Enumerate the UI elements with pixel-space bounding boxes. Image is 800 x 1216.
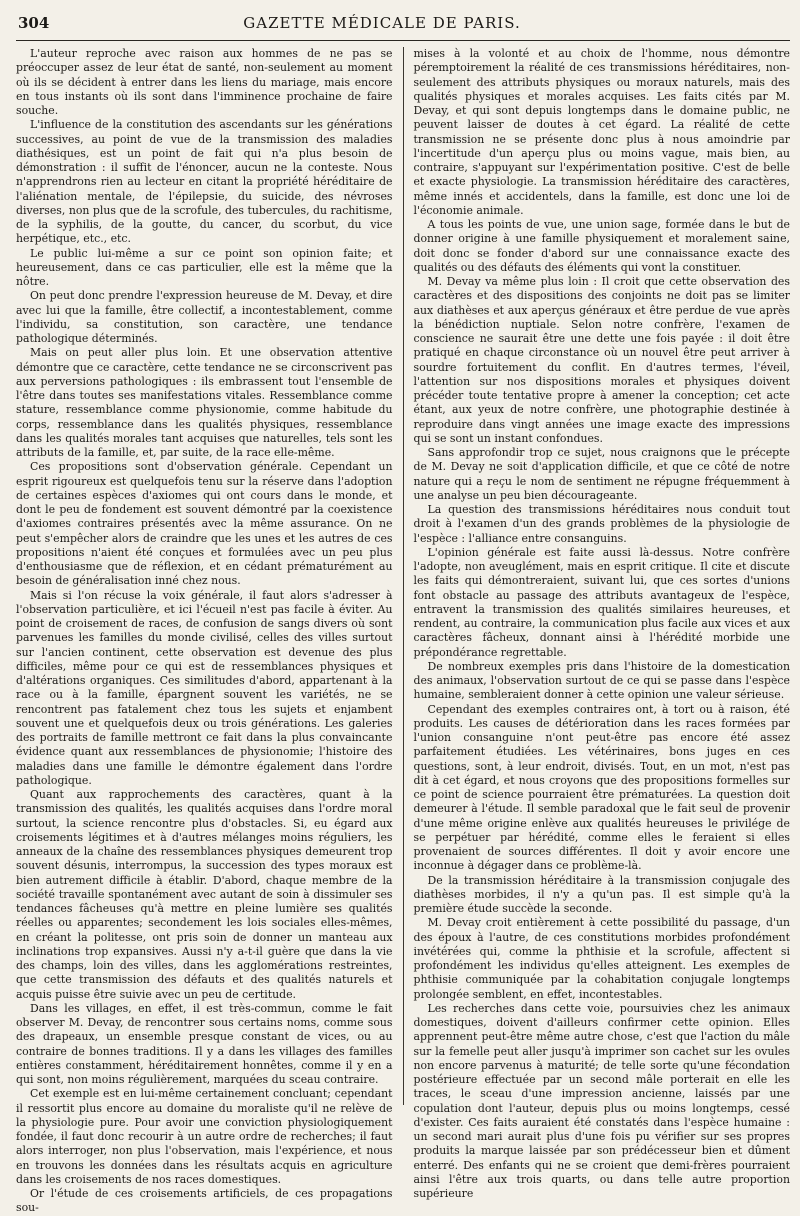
paragraph: Or l'étude de ces croisements artificiels, de ces propagations sou- bbox=[16, 1187, 393, 1215]
paragraph: Cet exemple est en lui-même certainement concluant; cependant il ressortit plus encore au domaine du moraliste qu'il ne relève de la physiologie pure. Pour avoir une conviction physiologiquement fondée, il faut donc recourir à un autre ordre de recherches; il faut alors interroger, non plus l'observation, mais l'expérience, et nous en trouvons les données dans les résultats acquis en agriculture dans les croisements de nos races domestiques. bbox=[16, 1087, 393, 1186]
paragraph: Mais si l'on récuse la voix générale, il faut alors s'adresser à l'observation particulière, et ici l'écueil n'est pas facile à éviter. Au point de croisement de races, de confusion de sangs divers où sont parvenues les familles du monde civilisé, celles des villes surtout sur l'ancien continent, cette observation est devenue des plus difficiles, même pour ce qui est de ressemblances physiques et d'altérations organiques. Ces similitudes d'abord, appartenant à la race ou à la famille, épargnent souvent les variétés, ne se rencontrent pas fatalement chez tous les sujets et enjambent souvent une et quelquefois deux ou trois générations. Les galeries des portraits de famille mettront ce fait dans la plus convaincante évidence quant aux ressemblances de physionomie; l'histoire des maladies dans une famille le démontre également dans l'ordre pathologique. bbox=[16, 588, 393, 787]
paragraph: L'opinion générale est faite aussi là-dessus. Notre confrère l'adopte, non aveuglément, mais en esprit critique. Il cite et discute les faits qui démontreraient, suivant lui, que ces sortes d'unions font obstacle au passage des attributs avantageux de l'espèce, entravent la transmission des qualités similaires heureuses, et rendent, au contraire, la communication plus facile aux vices et aux caractères fâcheux, donnant ainsi à l'hérédité morbide une prépondérance regrettable. bbox=[413, 545, 790, 659]
text-columns bbox=[16, 47, 790, 1215]
paragraph: A tous les points de vue, une union sage, formée dans le but de donner origine à une famille physiquement et moralement saine, doit donc se fonder d'abord sur une connaissance exacte des qualités ou des défauts des éléments qui vont la constituer. bbox=[413, 218, 790, 274]
paragraph: M. Devay va même plus loin : Il croit que cette observation des caractères et des dispositions des conjoints ne doit pas se limiter aux diathèses et aux aperçus généraux et être perdue de vue après la bénédiction nuptiale. Selon notre confrère, l'examen de conscience ne saurait être une dette une fois payée : il doit être pratiqué en chaque circonstance où un nouvel être peut arriver à sourdre fortuitement du conflit. En d'autres termes, l'éveil, l'attention sur nos dispositions morales et physiques doivent précéder toute tentative propre à amener la conception; cet acte étant, aux yeux de notre confrère, une photographie destinée à reproduire dans vingt années une image exacte des impressions qui se sont un instant confondues. bbox=[413, 275, 790, 445]
paragraph: Cependant des exemples contraires ont, à tort ou à raison, été produits. Les causes de détérioration dans les races formées par l'union consanguine n'ont peut-être pas encore été assez parfaitement étudiées. Les vétérinaires, bons juges en ces questions, sont, à leur endroit, divisés. Tout, en un mot, n'est pas dit à cet égard, et nous croyons que des propositions formelles sur ce point de science pourraient être prématurées. La question doit demeurer à l'étude. Il semble paradoxal que le fait seul de provenir d'une même origine enlève aux qualités heureuses le privilége de se perpétuer par hérédité, comme elles le feraient si elles provenaient de sources différentes. Il doit y avoir encore une inconnue à dégager dans ce problème-là. bbox=[413, 702, 790, 873]
paragraph: Mais on peut aller plus loin. Et une observation attentive démontre que ce caractère, cette tendance ne se circonscrivent pas aux perversions pathologiques : ils embrassent tout l'ensemble de l'être dans toutes ses manifestations vitales. Ressemblance comme stature, ressemblance comme physionomie, comme habitude du corps, ressemblance dans les qualités physiques, ressemblance dans les qualités morales tant acquises que naturelles, tels sont les attributs de la famille, et, par suite, de la race elle-même. bbox=[16, 346, 393, 459]
left-column bbox=[16, 47, 403, 1215]
paragraph: Ces propositions sont d'observation générale. Cependant un esprit rigoureux est quelquefois tenu sur la réserve dans l'adoption de certaines espèces d'axiomes qui ont cours dans le monde, et dont le peu de fondement est souvent démontré par la coexistence d'axiomes contraires présentés avec la même assurance. On ne peut s'empêcher alors de craindre que les unes et les autres de ces propositions n'aient été conçues et formulées avec un peu plus d'enthousiasme que de réflexion, et en cédant prématurément au besoin de généralisation inné chez nous. bbox=[16, 460, 393, 588]
running-head bbox=[16, 14, 790, 41]
paragraph: mises à la volonté et au choix de l'homme, nous démontre péremptoirement la réalité de ces transmissions héréditaires, non-seulement des attributs physiques ou moraux naturels, mais des qualités physiques et morales acquises. Les faits cités par M. Devay, et qui sont depuis longtemps dans le domaine public, ne peuvent laisser de doutes à cet égard. La réalité de cette transmission ne se présente donc plus à nous amoindrie par l'incertitude d'un aperçu plus ou moins vague, mais bien, au contraire, s'appuyant sur l'expérimentation positive. C'est de belle et exacte physiologie. La transmission héréditaire des caractères, même innés et accidentels, dans la famille, est donc une loi de l'économie animale. bbox=[413, 47, 790, 217]
paragraph: On peut donc prendre l'expression heureuse de M. Devay, et dire avec lui que la famille, être collectif, a incontestablement, comme l'individu, sa constitution, son caractère, une tendance pathologique déterminés. bbox=[16, 289, 393, 345]
paragraph: La question des transmissions héréditaires nous conduit tout droit à l'examen d'un des grands problèmes de la physiologie de l'espèce : l'alliance entre consanguins. bbox=[413, 503, 790, 545]
paragraph: Quant aux rapprochements des caractères, quant à la transmission des qualités, les qualités acquises dans l'ordre moral surtout, la science rencontre plus d'obstacles. Si, eu égard aux croisements légitimes et à d'autres mélanges moins réguliers, les anneaux de la chaîne des ressemblances physiques demeurent trop souvent désunis, interrompus, la succession des types moraux est bien autrement difficile à établir. D'abord, chaque membre de la société travaille spontanément avec autant de soin à dissimuler ses tendances fâcheuses qu'à mettre en pleine lumière ses qualités réelles ou apparentes; secondement les lois sociales elles-mêmes, en créant la politesse, ont pris soin de donner un manteau aux inclinations trop expansives. Aussi n'y a-t-il guère que dans la vie des champs, loin des villes, dans les agglomérations restreintes, que cette transmission des défauts et des qualités naturels et acquis puisse être suivie avec un peu de certitude. bbox=[16, 788, 393, 1001]
paragraph: Dans les villages, en effet, il est très-commun, comme le fait observer M. Devay, de rencontrer sous certains noms, comme sous des drapeaux, un ensemble presque constant de vices, ou au contraire de bonnes traditions. Il y a dans les villages des familles entières constamment, héréditairement honnêtes, comme il y en a qui sont, non moins régulièrement, marquées du sceau contraire. bbox=[16, 1001, 393, 1086]
paragraph: M. Devay croit entièrement à cette possibilité du passage, d'un des époux à l'autre, de ces constitutions morbides profondément invétérées qui, comme la phthisie et la scrofule, affectent si profondément les individus qu'elles atteignent. Les exemples de phthisie communiquée par la cohabitation conjugale longtemps prolongée semblent, en effet, incontestables. bbox=[413, 916, 790, 1001]
journal-title: GAZETTE MÉDICALE DE PARIS. bbox=[243, 14, 521, 32]
paragraph: Le public lui-même a sur ce point son opinion faite; et heureusement, dans ce cas particulier, elle est la même que la nôtre. bbox=[16, 246, 393, 288]
paragraph: L'auteur reproche avec raison aux hommes de ne pas se préoccuper assez de leur état de santé, non-seulement au moment où ils se décident à entrer dans les liens du mariage, mais encore en tous instants où ils sont dans l'imminence prochaine de faire souche. bbox=[16, 47, 393, 117]
paragraph: Les recherches dans cette voie, poursuivies chez les animaux domestiques, doivent d'ailleurs confirmer cette opinion. Elles apprennent peut-être même autre chose, c'est que l'action du mâle sur la femelle peut aller jusqu'à imprimer son cachet sur les ovules non encore parvenus à maturité; de telle sorte qu'une fécondation postérieure effectuée par un second mâle porterait en elle les traces, le sceau d'une impression ancienne, laissés par une copulation dont l'auteur, depuis plus ou moins longtemps, cessé d'exister. Ces faits auraient été constatés dans l'espèce humaine : un second mari aurait plus d'une fois pu vérifier sur ses propres produits la marque laissée par son prédécesseur bien et dûment enterré. Des enfants qui ne se croient que demi-frères pourraient ainsi l'être aux trois quarts, ou dans telle autre proportion supérieure bbox=[413, 1001, 790, 1200]
page-number: 304 bbox=[18, 14, 50, 32]
paragraph: De la transmission héréditaire à la transmission conjugale des diathèses morbides, il n'y a qu'un pas. Il est simple qu'à la première étude succède la seconde. bbox=[413, 873, 790, 915]
right-column bbox=[403, 47, 790, 1200]
paragraph: L'influence de la constitution des ascendants sur les générations successives, au point de vue de la transmission des maladies diathésiques, est un point de fait qui n'a plus besoin de démonstration : il suffit de l'énoncer, aucun ne la conteste. Nous n'apprendrons rien au lecteur en citant la propriété héréditaire de l'aliénation mentale, de l'épilepsie, du suicide, des névroses diverses, non plus que de la scrofule, des tubercules, du rachitisme, de la syphilis, de la goutte, du cancer, du scorbut, du vice herpétique, etc., etc. bbox=[16, 118, 393, 246]
paragraph: Sans approfondir trop ce sujet, nous craignons que le précepte de M. Devay ne soit d'application difficile, et que ce côté de notre nature qui a reçu le nom de sentiment ne répugne fréquemment à une analyse un peu bien décourageante. bbox=[413, 446, 790, 502]
paragraph: De nombreux exemples pris dans l'histoire de la domestication des animaux, l'observation surtout de ce qui se passe dans l'espèce humaine, sembleraient donner à cette opinion une valeur sérieuse. bbox=[413, 659, 790, 702]
